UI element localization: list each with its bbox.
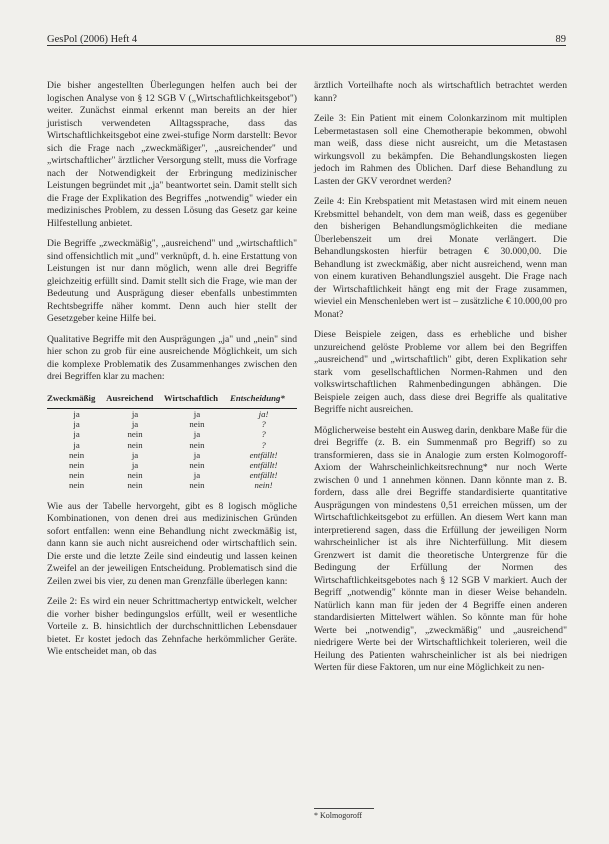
table-cell: ja — [193, 470, 201, 481]
paragraph: Qualitative Begriffe mit den Ausprägungen „ja" und „nein" sind hier schon zu grob für eine ausreichende Möglichkeit, um sich die komplexe Problematik des Zusammenhanges zwischen den drei Begriffen klar zu machen: — [47, 333, 297, 382]
column-header: Entscheidung* — [230, 392, 297, 409]
table-cell: nein — [127, 429, 143, 440]
table-cell: ja — [131, 449, 139, 460]
paragraph: Die bisher angestellten Überlegungen helfen auch bei der logischen Analyse von § 12 SGB V („Wirtschaftlichkeitsgebot") weiter. Zunächst einmal erkennt man bereits an der hier juristisch verwendeten Alltagssprache, dass das Wirtschaftlichkeitsgebot eine zwei-stufige Norm darstellt: Bevor sich die Frage nach „zweckmäßiger", „ausreichender" und „wirtschaftlicher" ärztlicher Versorgung stellt, muss die Vorfrage nach der Notwendigkeit der Erbringung medizinischer Leistungen begründet mit „ja" beantwortet sein. Damit stellt sich die Frage der Explikation des Begriffes „notwendig" wieder ein medizinisches Problem, zu dessen Lösung das Gesetz gar keine Hilfestellung anbietet. — [47, 80, 297, 229]
table-cell: nein! — [254, 480, 273, 491]
table-cell: ja — [193, 409, 201, 419]
table-cell: nein — [127, 480, 143, 491]
paragraph: Wie aus der Tabelle hervorgeht, gibt es 8 logisch mögliche Kombinationen, von denen drei aus medizinischen Gründen sofort entfallen: wenn eine Behandlung nicht zweckmäßig ist, dann kann sie auch nicht ausreichend oder wirtschaftlich sein. Die erste und die letzte Zeile sind eindeutig und lassen keinen Zweifel an der jeweiligen Entscheidung. Problematisch sind die Zeilen zwei bis vier, zu denen man Grenzfälle überlegen kann: — [47, 500, 297, 587]
table-cell: ? — [261, 419, 266, 430]
table-cell: ja! — [258, 409, 269, 419]
right-column — [314, 80, 567, 683]
table-cell: nein — [69, 480, 85, 491]
footnote: * Kolmogoroff — [314, 811, 363, 820]
table-cell: nein — [189, 480, 205, 491]
table-row — [47, 480, 297, 490]
table-cell: ja — [131, 409, 139, 419]
table-cell: entfällt! — [249, 470, 278, 481]
paragraph: Diese Beispiele zeigen, dass es erhebliche und bisher unzureichend gelöste Probleme vor allem bei den Begriffen „ausreichend" und „wirtschaftlich" gibt, deren Explikation sehr stark vom gesellschaftlichen Normen-Rahmen und den volkswirtschaftlichen Rahmenbedingungen abhängen. Die Beispiele zeigen auch, dass diese drei Begriffe als qualitative Begriffe nicht ausreichen. — [314, 329, 567, 415]
footnote-divider — [314, 808, 374, 809]
table-cell: ja — [193, 429, 201, 440]
column-header: Ausreichend — [106, 392, 164, 409]
table-cell: ja — [131, 419, 139, 430]
running-header — [47, 31, 566, 46]
table-row — [47, 460, 297, 470]
paragraph: ärztlich Vorteilhafte noch als wirtschaftlich betrachtet werden kann? — [314, 80, 567, 104]
column-header: Wirtschaftlich — [164, 392, 230, 409]
table-row — [47, 470, 297, 480]
journal-title: GesPol (2006) Heft 4 — [47, 34, 138, 45]
page-number: 89 — [555, 34, 566, 45]
table-header-row — [47, 392, 297, 409]
table-row — [47, 450, 297, 460]
table-cell: nein — [69, 460, 85, 471]
left-column — [47, 80, 297, 667]
table-cell: nein — [127, 470, 143, 481]
table-cell: entfällt! — [249, 460, 278, 471]
table-cell: ? — [261, 429, 266, 440]
table-cell: ja — [131, 460, 139, 471]
column-header: Zweckmäßig — [47, 392, 106, 409]
paragraph: Zeile 4: Ein Krebspatient mit Metastasen wird mit einem neuen Krebsmittel behandelt, von dem man weiß, dass es gegenüber den bisherigen Behandlungsmöglichkeiten die mediane Überlebenszeit um drei Monate verlängert. Die Behandlungskosten hierfür betragen € 30.000,00. Die Behandlung ist zweckmäßig, aber nicht ausreichend, wenn man von einem kurativen Behandlungsziel ausgeht. Die Frage nach der Wirtschaftlichkeit hängt eng mit der Frage zusammen, wieviel ein Menschenleben wert ist – zusätzliche € 10.000,00 pro Monat? — [314, 196, 567, 320]
paragraph: Die Begriffe „zweckmäßig", „ausreichend" und „wirtschaftlich" sind offensichtlich mit „und" verknüpft, d. h. eine Erstattung von Leistungen ist nur dann möglich, wenn alle drei Begriffe gleichzeitig erfüllt sind. Damit stellt sich die Frage, wie man der Bedeutung und Ausprägung dieser ebenfalls unbestimmten Rechtsbegriffe näher kommt. Denn auch hier stellt der Gesetzgeber keine Hilfe bei. — [47, 238, 297, 324]
table-row — [47, 409, 297, 420]
table-cell: ja — [73, 439, 80, 450]
decision-table — [47, 392, 297, 491]
table-cell: nein — [127, 439, 143, 450]
table-cell: ja — [193, 449, 201, 460]
table-cell: ja — [73, 409, 80, 419]
table-cell: entfällt! — [249, 449, 278, 460]
table-cell: ja — [73, 419, 80, 430]
table-cell: ja — [73, 429, 80, 440]
table-row — [47, 419, 297, 429]
paragraph: Zeile 2: Es wird ein neuer Schrittmachertyp entwickelt, welcher die vorher bisher bedingungslos erfüllt, weil er wesentliche Vorteile z. B. hinsichtlich der durchschnittlichen Lebensdauer bietet. Er kostet jedoch das Zehnfache herkömmlicher Geräte. Wie entscheidet man, ob das — [47, 596, 297, 658]
table-cell: nein — [189, 439, 205, 450]
table-cell: nein — [69, 449, 85, 460]
paragraph: Möglicherweise besteht ein Ausweg darin, denkbare Maße für die drei Begriffe (z. B. ein Summenmaß pro Begriff) so zu transformieren, dass sie in Analogie zum ersten Kolmogoroff-Axiom der Wahrscheinlichkeitsrechnung* nur noch Werte zwischen 0 und 1 annehmen können. Dann könnte man z. B. fordern, dass alle drei Begriffe standardisierte quantitative Ausprägungen von mindestens 0,51 erreichen müssen, um der Wirtschaftlichkeitsgebot zu erfüllen. An diesem Wert kann man interpretierend sagen, dass die Erfüllung der jeweiligen Norm wahrscheinlicher ist als ihre Nichterfüllung. Mit diesem Grenzwert ist damit die theoretische Untergrenze für die Bedingung der Erfüllung der Normen des Wirtschaftlichkeitsgebotes nach § 12 SGB V markiert. Auch der Begriff „notwendig" könnte man in dieser Weise behandeln. Natürlich kann man für jeden der 4 Begriffe einen anderen standardisierten Mittelwert wählen. So könnte man für hohe Werte bei „notwendig", „zweckmäßig" und „ausreichend" niedrigere Werte bei der Wirtschaftlichkeit tolerieren, weil die Heilung des Patienten wahrscheinlicher ist als bei niedrigen Werten für diese Faktoren, um nur eine Möglichkeit zu nen- — [314, 424, 567, 673]
table-row — [47, 429, 297, 439]
table-cell: nein — [189, 460, 205, 471]
table-cell: nein — [69, 470, 85, 481]
paragraph: Zeile 3: Ein Patient mit einem Colonkarzinom mit multiplen Lebermetastasen soll eine Chemotherapie bekommen, obwohl man weiß, dass diese nicht ausreicht, um die Metastasen wirkungsvoll zu bekämpfen. Die Behandlungskosten liegen jedoch im Rahmen des Üblichen. Darf diese Behandlung zu Lasten der GKV verordnet werden? — [314, 113, 567, 187]
table-cell: nein — [189, 419, 205, 430]
table-row — [47, 440, 297, 450]
table-cell: ? — [261, 439, 266, 450]
